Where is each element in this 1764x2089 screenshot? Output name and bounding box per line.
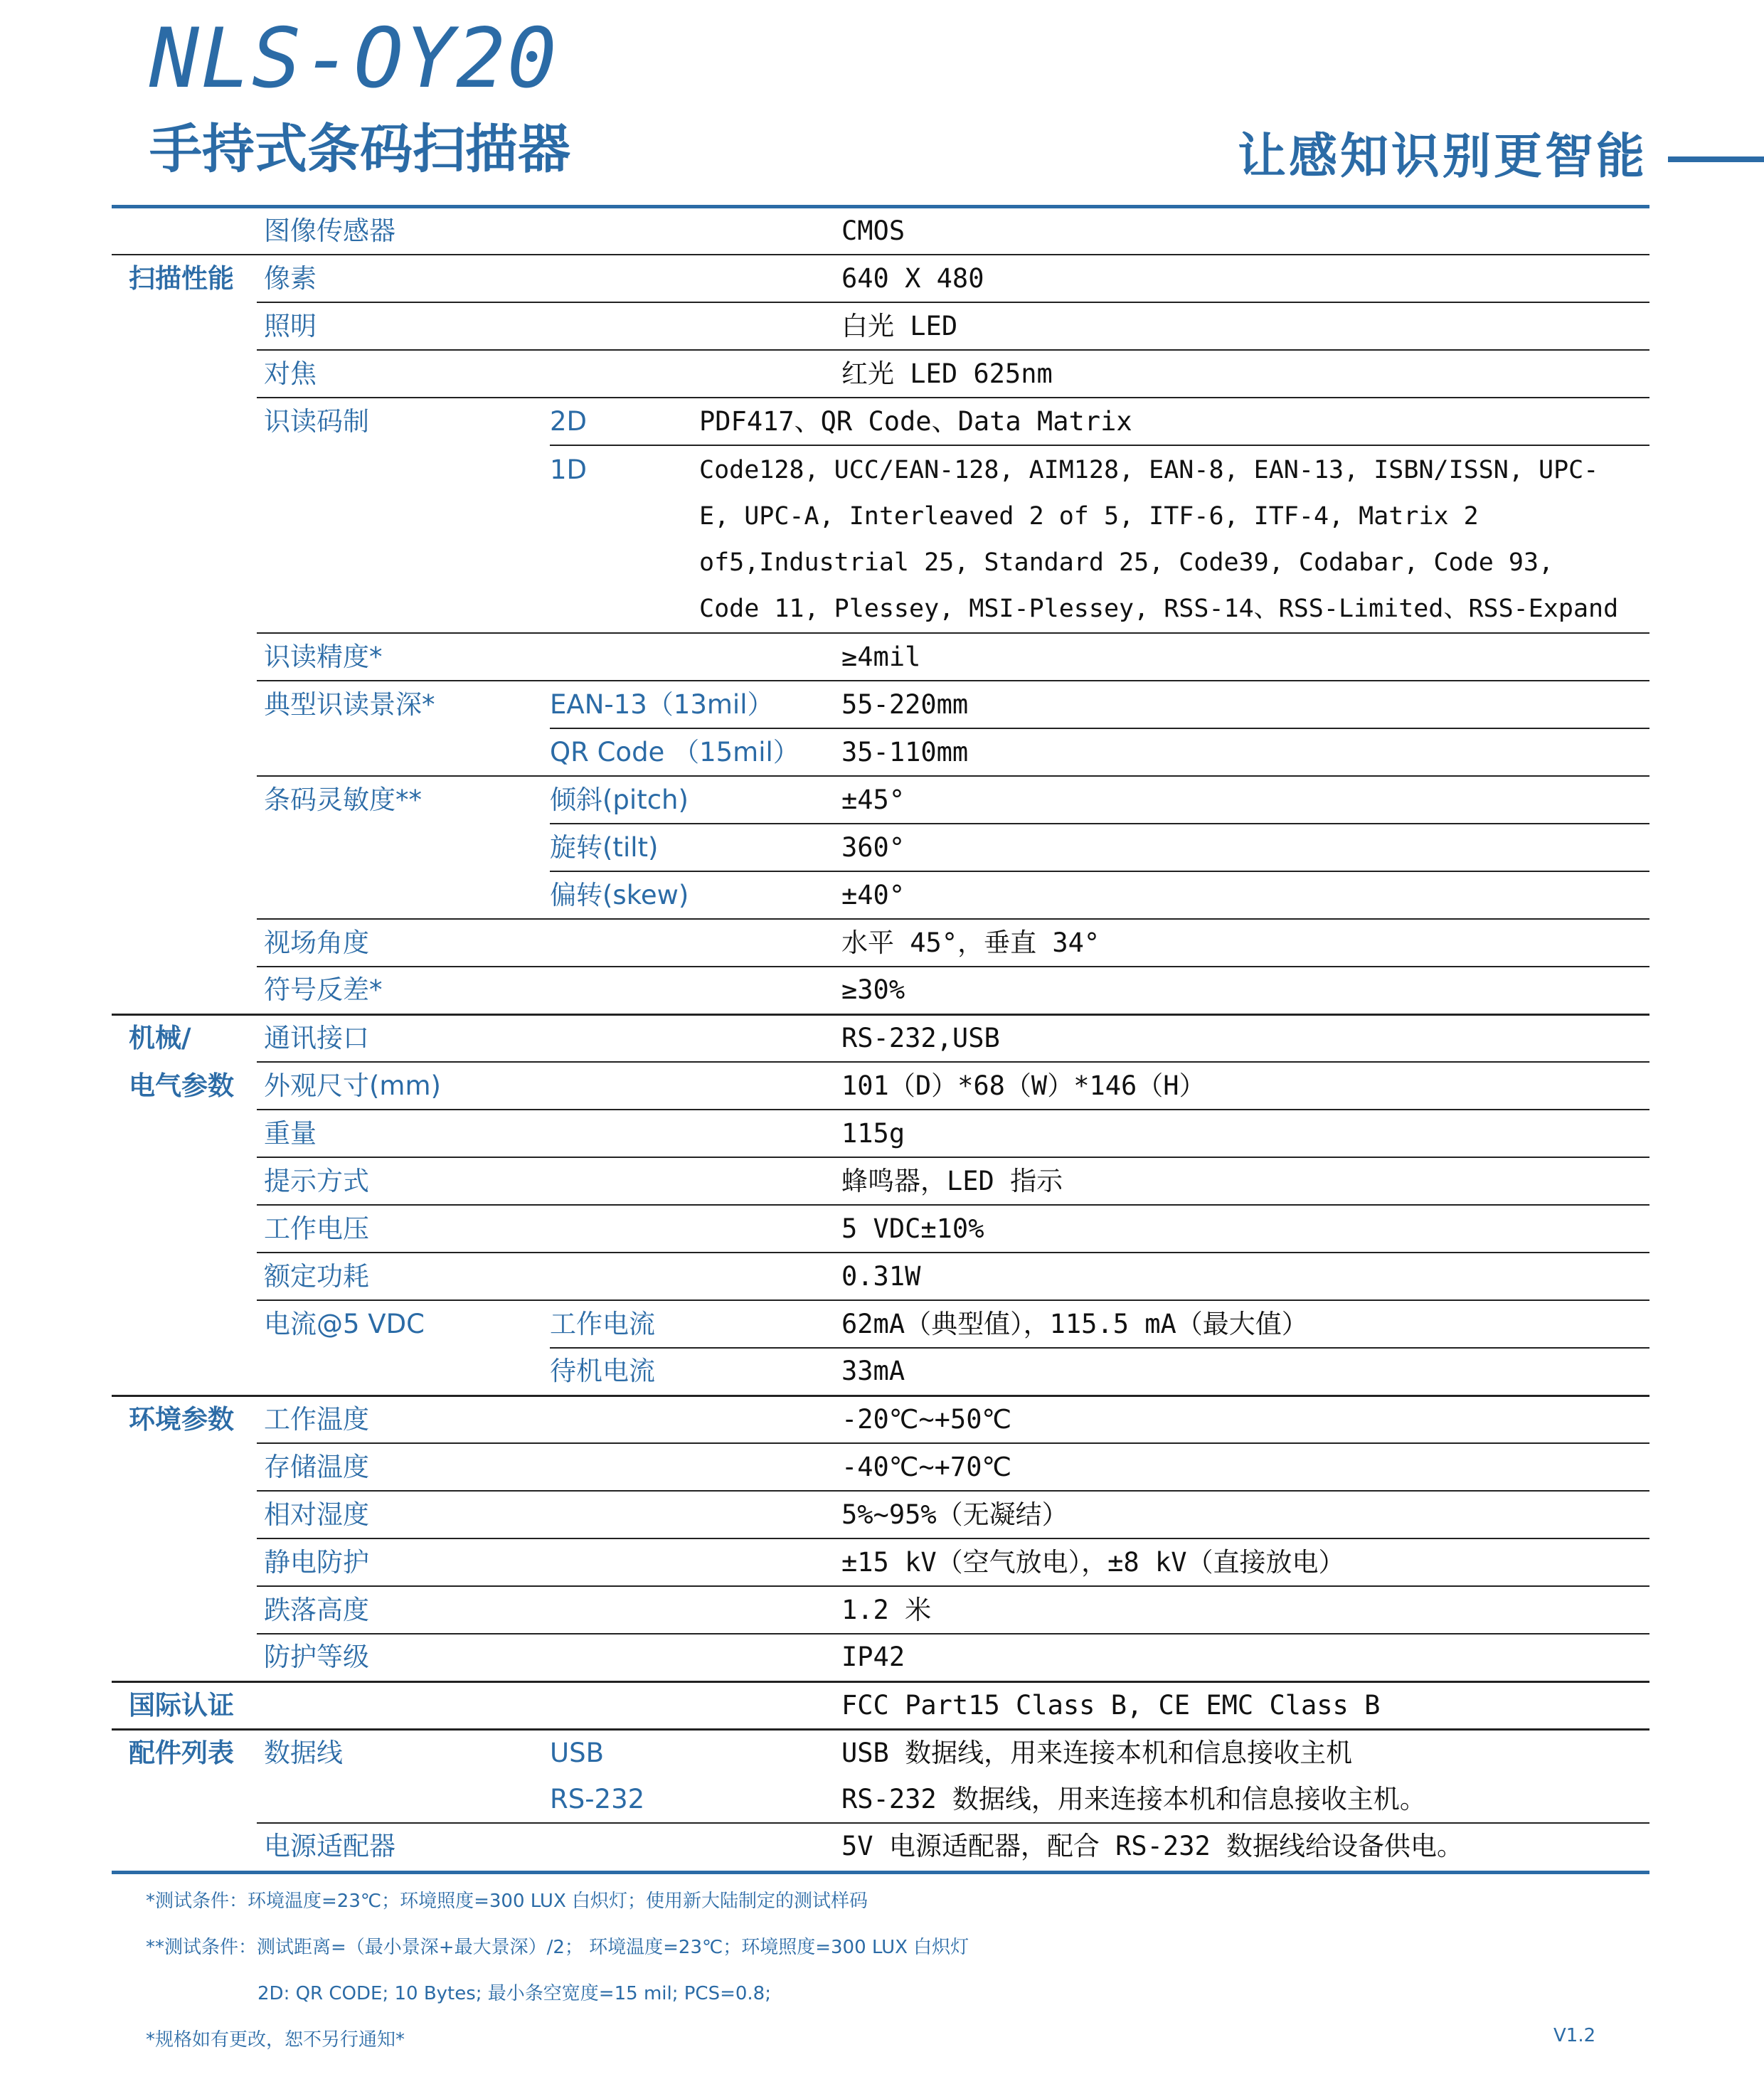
param-value: IP42 — [699, 1634, 1649, 1681]
param-sub — [550, 208, 699, 255]
spec-row — [112, 633, 1649, 681]
category-cell — [112, 633, 257, 681]
spec-row — [112, 208, 1649, 255]
param-sub: 1D — [550, 445, 699, 633]
category-cell — [112, 1348, 257, 1396]
category-cell — [112, 728, 257, 776]
category-cell — [112, 1538, 257, 1586]
param-value: RS-232 数据线，用来连接本机和信息接收主机。 — [699, 1777, 1649, 1823]
param-sub: 倾斜(pitch) — [550, 776, 699, 824]
param-value: RS-232,USB — [699, 1014, 1649, 1062]
param-sub — [550, 967, 699, 1014]
param-sub: 待机电流 — [550, 1348, 699, 1396]
param-value: 5V 电源适配器，配合 RS-232 数据线给设备供电。 — [841, 1831, 1464, 1861]
param-value: Code128, UCC/EAN-128, AIM128, EAN-8, EAN-13, ISBN/ISSN, UPC-E, UPC-A, Interleaved 2 of 5, ITF-6, ITF-4, Matrix 2 of5,Industrial 25, Standard 25, Code39, Codabar, Code 93, Code 11, Plessey, MSI-Plessey, RSS-14、RSS-Limited、RSS-Expand — [699, 445, 1649, 633]
param-name: 提示方式 — [257, 1157, 550, 1205]
category-cell: 环境参数 — [129, 1404, 234, 1435]
param-value: 33mA — [699, 1348, 1649, 1396]
param-value: ≥30% — [699, 967, 1649, 1014]
param-sub — [550, 1634, 699, 1681]
spec-row — [112, 1348, 1649, 1396]
param-value: -20℃~+50℃ — [699, 1396, 1649, 1443]
spec-row — [112, 255, 1649, 302]
brand-slogan: 让感知识别更智能 — [1238, 129, 1648, 185]
param-value: 101（D）*68（W）*146（H） — [699, 1062, 1649, 1110]
param-sub — [550, 1157, 699, 1205]
param-sub — [550, 1491, 699, 1538]
param-name — [257, 728, 550, 776]
category-cell — [112, 208, 257, 255]
spec-row — [112, 1777, 1649, 1823]
spec-row — [112, 1396, 1649, 1443]
param-name: 电源适配器 — [264, 1831, 395, 1861]
param-name — [257, 1681, 550, 1729]
category-cell — [112, 1823, 257, 1869]
spec-row — [112, 1729, 1649, 1777]
param-name: 重量 — [257, 1110, 550, 1157]
param-name: 符号反差* — [257, 967, 550, 1014]
param-sub — [550, 1443, 699, 1491]
category-cell — [112, 967, 257, 1014]
spec-row — [112, 1823, 1649, 1869]
param-name: 防护等级 — [257, 1634, 550, 1681]
param-value: ±45° — [699, 776, 1649, 824]
spec-row — [112, 681, 1649, 728]
param-value: 0.31W — [699, 1253, 1649, 1300]
spec-row — [112, 1062, 1649, 1110]
category-cell — [112, 1634, 257, 1681]
spec-row — [112, 871, 1649, 919]
param-name: 跌落高度 — [257, 1586, 550, 1634]
spec-row — [112, 728, 1649, 776]
param-sub — [550, 1110, 699, 1157]
param-name: 工作温度 — [257, 1396, 550, 1443]
category-cell — [112, 445, 257, 633]
category-cell — [112, 302, 257, 350]
param-value: 35-110mm — [699, 728, 1649, 776]
param-value: 62mA（典型值），115.5 mA（最大值） — [699, 1300, 1649, 1348]
category-cell: 国际认证 — [112, 1681, 257, 1729]
spec-row — [112, 1586, 1649, 1634]
param-value: FCC Part15 Class B, CE EMC Class B — [699, 1681, 1649, 1729]
param-sub: 旋转(tilt) — [550, 824, 699, 871]
param-value: 红光 LED 625nm — [699, 350, 1649, 398]
param-sub — [550, 302, 699, 350]
document-version: V1.2 — [1553, 2025, 1596, 2046]
param-sub — [550, 1062, 699, 1110]
category-cell — [112, 1586, 257, 1634]
param-name — [257, 1777, 550, 1823]
param-value: 水平 45°，垂直 34° — [699, 919, 1649, 967]
spec-row — [112, 824, 1649, 871]
category-cell — [112, 1443, 257, 1491]
spec-row — [112, 1157, 1649, 1205]
spec-row — [112, 1014, 1649, 1062]
param-value: 蜂鸣器，LED 指示 — [699, 1157, 1649, 1205]
param-value: PDF417、QR Code、Data Matrix — [699, 398, 1649, 445]
param-name: 数据线 — [264, 1738, 343, 1769]
param-name: 识读码制 — [264, 406, 369, 437]
spec-table — [112, 208, 1649, 1869]
category-cell — [112, 350, 257, 398]
param-value: 5%~95%（无凝结） — [699, 1491, 1649, 1538]
category-cell — [112, 1157, 257, 1205]
param-value: 115g — [699, 1110, 1649, 1157]
param-value: 640 X 480 — [699, 255, 1649, 302]
param-value: 360° — [699, 824, 1649, 871]
spec-row — [112, 1253, 1649, 1300]
param-name: 条码灵敏度** — [264, 785, 422, 815]
spec-row — [112, 1634, 1649, 1681]
param-sub — [550, 1586, 699, 1634]
spec-row — [112, 1538, 1649, 1586]
spec-row — [112, 1443, 1649, 1491]
category-cell — [112, 1491, 257, 1538]
param-sub: EAN-13（13mil） — [550, 681, 699, 728]
param-sub — [550, 255, 699, 302]
param-value: ±40° — [699, 871, 1649, 919]
category-cell: 机械/ — [129, 1023, 191, 1054]
param-name: 视场角度 — [257, 919, 550, 967]
param-name: 相对湿度 — [257, 1491, 550, 1538]
spec-row — [112, 1300, 1649, 1348]
param-sub — [550, 350, 699, 398]
footnote-2d-code-spec: 2D: QR CODE; 10 Bytes; 最小条空宽度=15 mil; PCS=0.8; — [257, 1983, 771, 2004]
param-sub — [550, 1681, 699, 1729]
param-name: 通讯接口 — [257, 1014, 550, 1062]
param-name: 静电防护 — [257, 1538, 550, 1586]
category-cell — [112, 1253, 257, 1300]
param-sub: 2D — [550, 398, 699, 445]
spec-row — [112, 919, 1649, 967]
param-value: 白光 LED — [699, 302, 1649, 350]
category-cell — [112, 1300, 257, 1348]
category-cell — [112, 398, 257, 445]
param-value: 5 VDC±10% — [699, 1205, 1649, 1253]
category-cell: 电气参数 — [129, 1070, 234, 1101]
param-sub — [550, 1205, 699, 1253]
param-value: CMOS — [699, 208, 1649, 255]
footnote-test-conditions: *测试条件：环境温度=23℃；环境照度=300 LUX 白炽灯；使用新大陆制定的测试样码 — [146, 1891, 868, 1912]
spec-row — [112, 398, 1649, 445]
spec-row — [112, 445, 1649, 633]
param-name — [257, 871, 550, 919]
param-name: 外观尺寸(mm) — [257, 1062, 550, 1110]
product-subtitle: 手持式条码扫描器 — [149, 119, 570, 180]
param-name: 典型识读景深* — [264, 689, 435, 720]
param-sub: QR Code （15mil） — [550, 728, 699, 776]
slogan-accent-bar — [1668, 156, 1764, 162]
param-name: 照明 — [257, 302, 550, 350]
param-sub — [550, 1014, 699, 1062]
spec-row — [112, 1205, 1649, 1253]
param-sub — [550, 1823, 699, 1869]
param-name: 对焦 — [257, 350, 550, 398]
param-name: 存储温度 — [257, 1443, 550, 1491]
category-cell — [112, 919, 257, 967]
category-cell: 配件列表 — [129, 1738, 234, 1769]
spec-row — [112, 1491, 1649, 1538]
category-cell — [112, 776, 257, 824]
param-value: 1.2 米 — [699, 1586, 1649, 1634]
table-bottom-rule — [112, 1871, 1649, 1874]
param-sub — [550, 1538, 699, 1586]
param-name: 识读精度* — [257, 633, 550, 681]
product-model-title: NLS-OY20 — [149, 11, 558, 107]
spec-row — [112, 302, 1649, 350]
param-value: ±15 kV（空气放电），±8 kV（直接放电） — [699, 1538, 1649, 1586]
param-sub: 偏转(skew) — [550, 871, 699, 919]
category-cell — [112, 871, 257, 919]
spec-row — [112, 1110, 1649, 1157]
param-name — [257, 445, 550, 633]
param-name: 图像传感器 — [257, 208, 550, 255]
param-sub — [550, 1396, 699, 1443]
spec-row — [112, 776, 1649, 824]
param-value: -40℃~+70℃ — [699, 1443, 1649, 1491]
spec-row — [112, 1681, 1649, 1729]
param-sub: RS-232 — [550, 1777, 699, 1823]
category-cell — [112, 1777, 257, 1823]
footnote-sensitivity-conditions: **测试条件：测试距离=（最小景深+最大景深）/2； 环境温度=23℃；环境照度=300 LUX 白炽灯 — [146, 1937, 969, 1958]
param-sub — [550, 919, 699, 967]
param-sub — [550, 633, 699, 681]
param-sub: 工作电流 — [550, 1300, 699, 1348]
param-name: 额定功耗 — [257, 1253, 550, 1300]
param-name: 电流@5 VDC — [264, 1309, 425, 1339]
footnote-disclaimer: *规格如有更改，恕不另行通知* — [146, 2029, 405, 2051]
category-cell: 扫描性能 — [129, 263, 234, 294]
param-name — [257, 1348, 550, 1396]
spec-row — [112, 967, 1649, 1014]
param-value: ≥4mil — [699, 633, 1649, 681]
category-cell — [112, 1110, 257, 1157]
param-value: 55-220mm — [699, 681, 1649, 728]
param-name: 像素 — [257, 255, 550, 302]
param-sub — [550, 1253, 699, 1300]
param-value: USB 数据线，用来连接本机和信息接收主机 — [841, 1738, 1353, 1769]
param-name — [257, 824, 550, 871]
category-cell — [112, 824, 257, 871]
category-cell — [112, 681, 257, 728]
spec-row — [112, 350, 1649, 398]
param-sub: USB — [550, 1738, 604, 1769]
category-cell — [112, 1205, 257, 1253]
param-name: 工作电压 — [257, 1205, 550, 1253]
